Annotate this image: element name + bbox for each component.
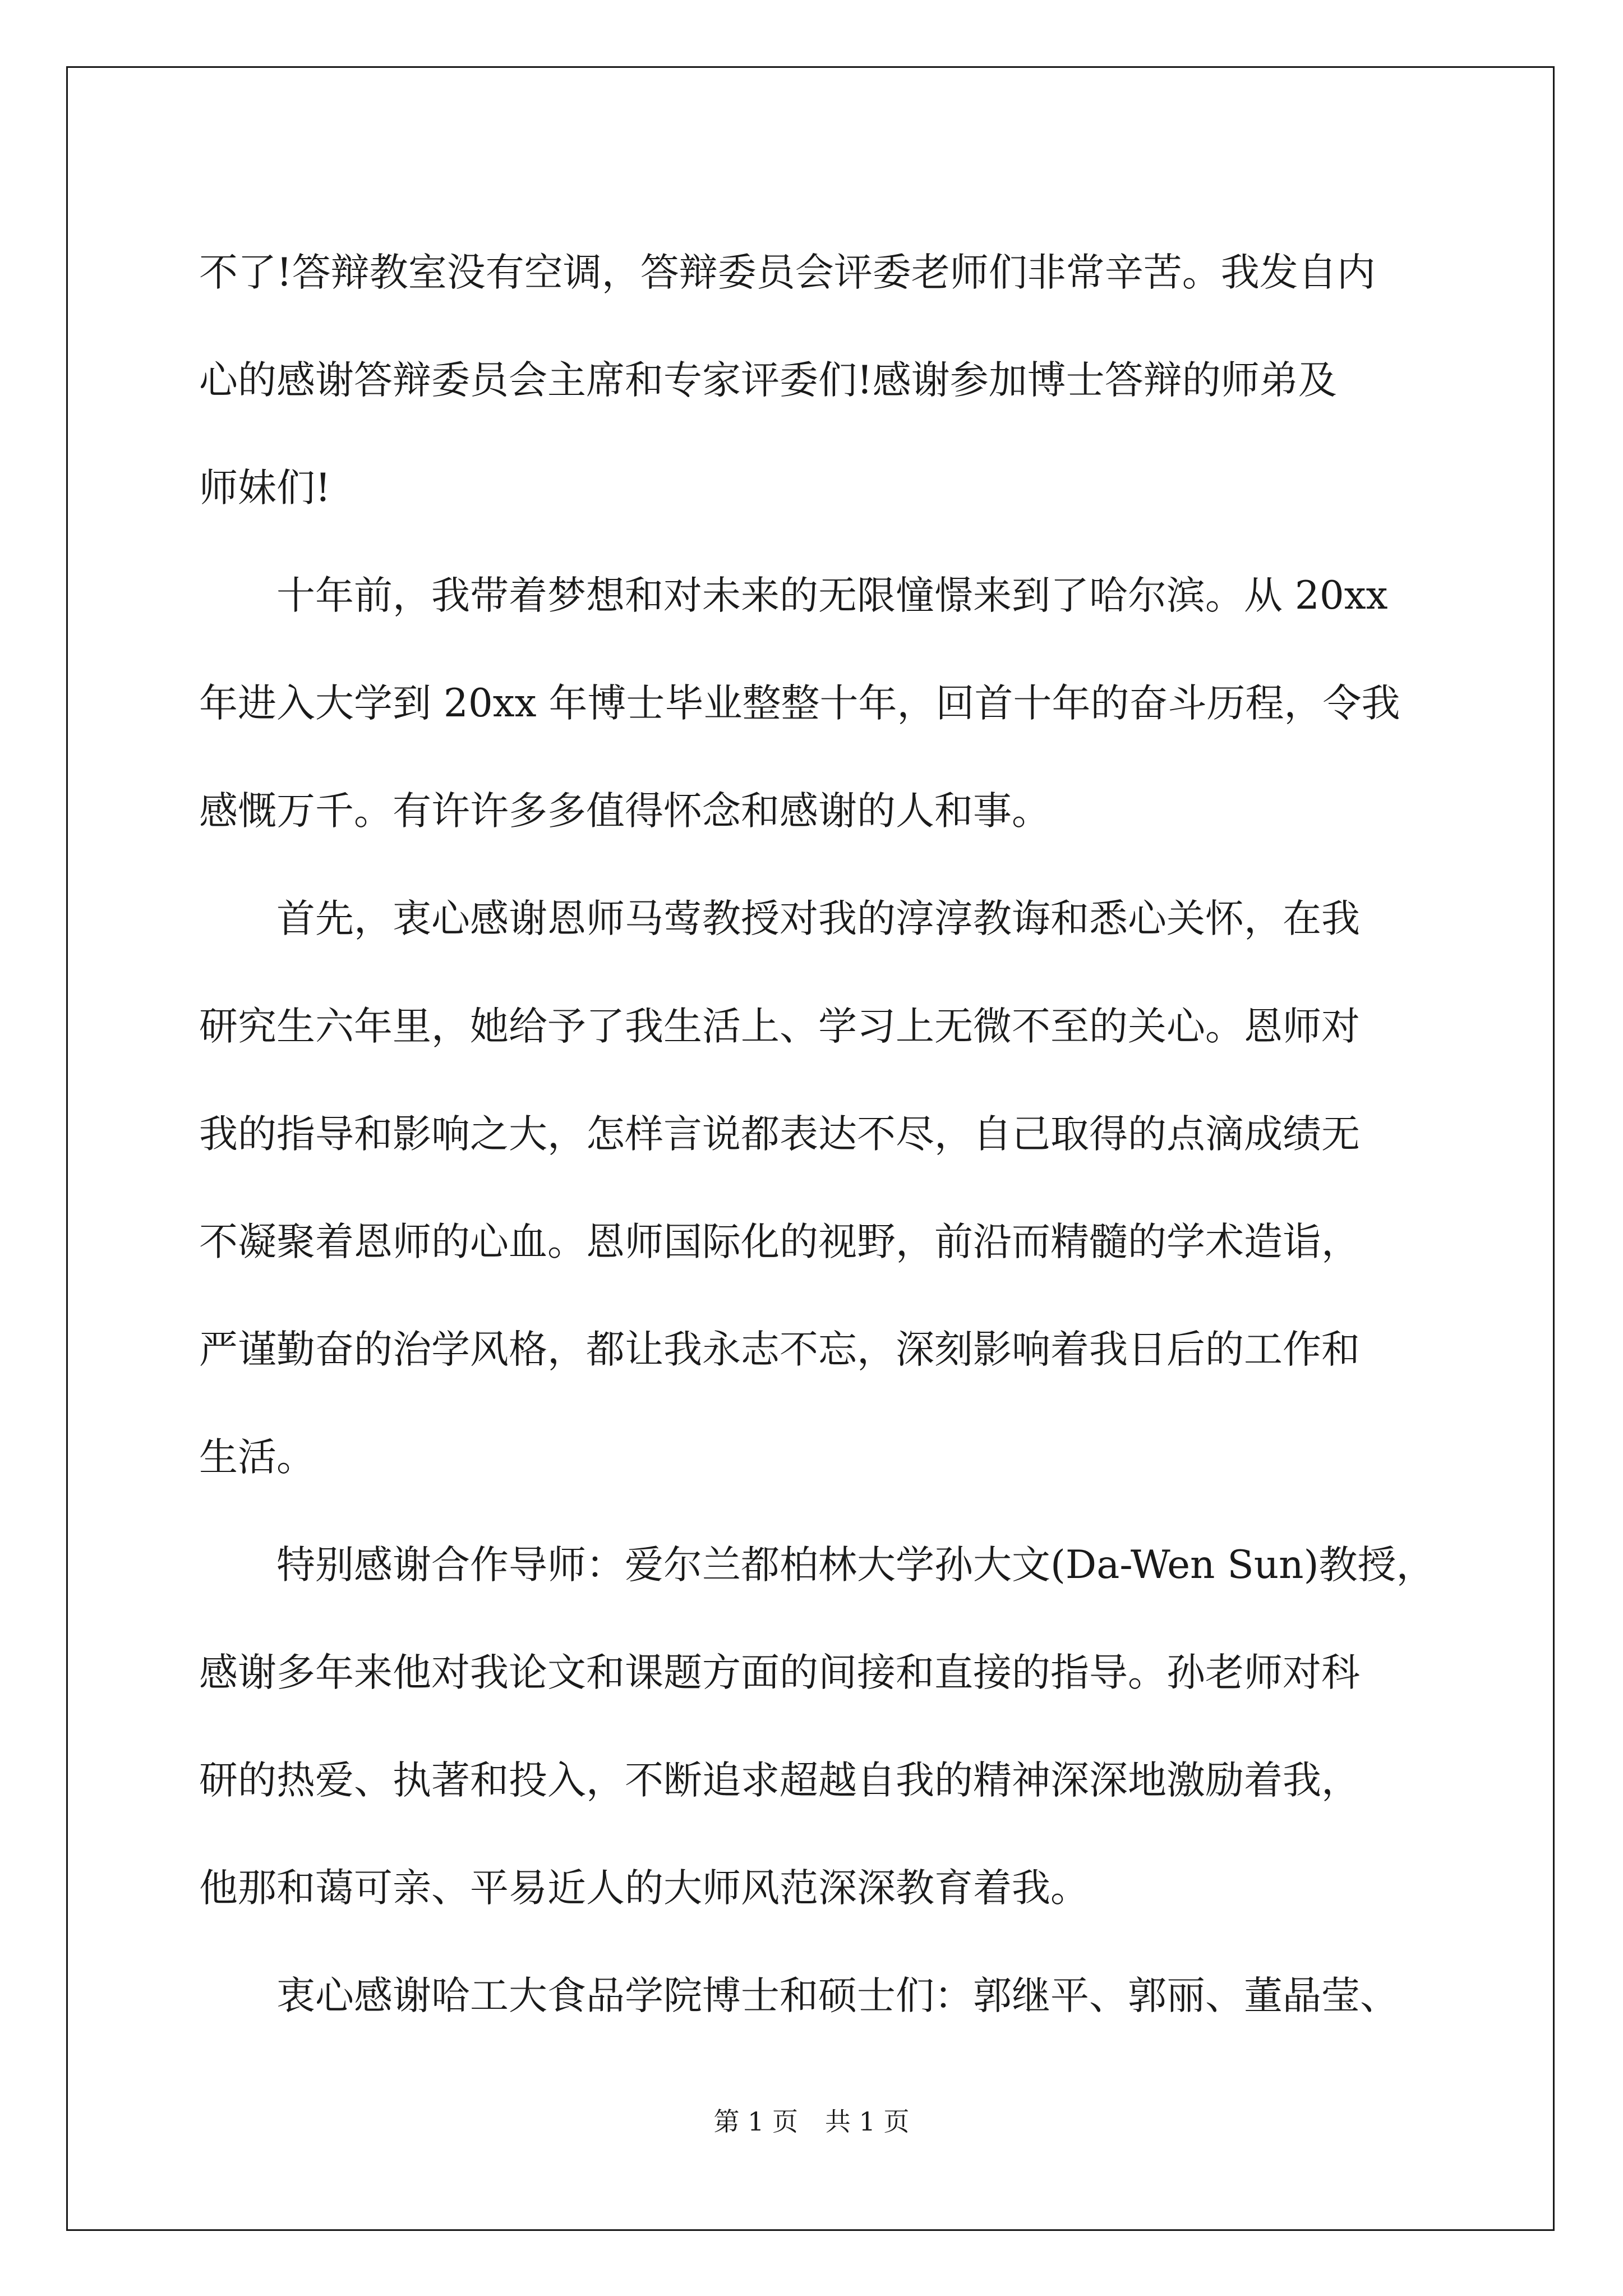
text-line: 师妹们! (199, 466, 331, 510)
paragraph-start-line: 特别感谢合作导师：爱尔兰都柏林大学孙大文(Da-Wen Sun)教授， (276, 1543, 1435, 1588)
paragraph-start-line: 衷心感谢哈工大食品学院博士和硕士们：郭继平、郭丽、董晶莹、 (276, 1973, 1399, 2018)
document-body (199, 219, 1472, 2050)
text-line: 感谢多年来他对我论文和课题方面的间接和直接的指导。孙老师对科 (199, 1650, 1360, 1695)
text-line: 生活。 (199, 1435, 315, 1480)
text-line: 研的热爱、执著和投入，不断追求超越自我的精神深深地激励着我， (199, 1758, 1360, 1803)
page-number: 第 1 页 (713, 2106, 798, 2137)
text-line: 不凝聚着恩师的心血。恩师国际化的视野，前沿而精髓的学术造诣， (199, 1220, 1360, 1264)
page-footer (0, 2101, 1623, 2138)
paragraph-start-line: 首先，衷心感谢恩师马莺教授对我的淳淳教诲和悉心关怀，在我 (276, 896, 1360, 941)
text-line: 我的指导和影响之大，怎样言说都表达不尽，自己取得的点滴成绩无 (199, 1112, 1360, 1157)
text-line: 严谨勤奋的治学风格，都让我永志不忘，深刻影响着我日后的工作和 (199, 1327, 1360, 1372)
page-total: 共 1 页 (825, 2106, 910, 2137)
text-line: 心的感谢答辩委员会主席和专家评委们!感谢参加博士答辩的师弟及 (199, 358, 1337, 403)
text-line: 他那和蔼可亲、平易近人的大师风范深深教育着我。 (199, 1866, 1089, 1911)
paragraph-start-line: 十年前，我带着梦想和对未来的无限憧憬来到了哈尔滨。从 20xx (276, 573, 1388, 618)
text-line: 感慨万千。有许许多多值得怀念和感谢的人和事。 (199, 789, 1050, 834)
text-line: 研究生六年里，她给予了我生活上、学习上无微不至的关心。恩师对 (199, 1004, 1360, 1049)
text-line: 年进入大学到 20xx 年博士毕业整整十年，回首十年的奋斗历程，令我 (199, 681, 1400, 726)
text-line: 不了!答辩教室没有空调，答辩委员会评委老师们非常辛苦。我发自内 (199, 250, 1376, 295)
